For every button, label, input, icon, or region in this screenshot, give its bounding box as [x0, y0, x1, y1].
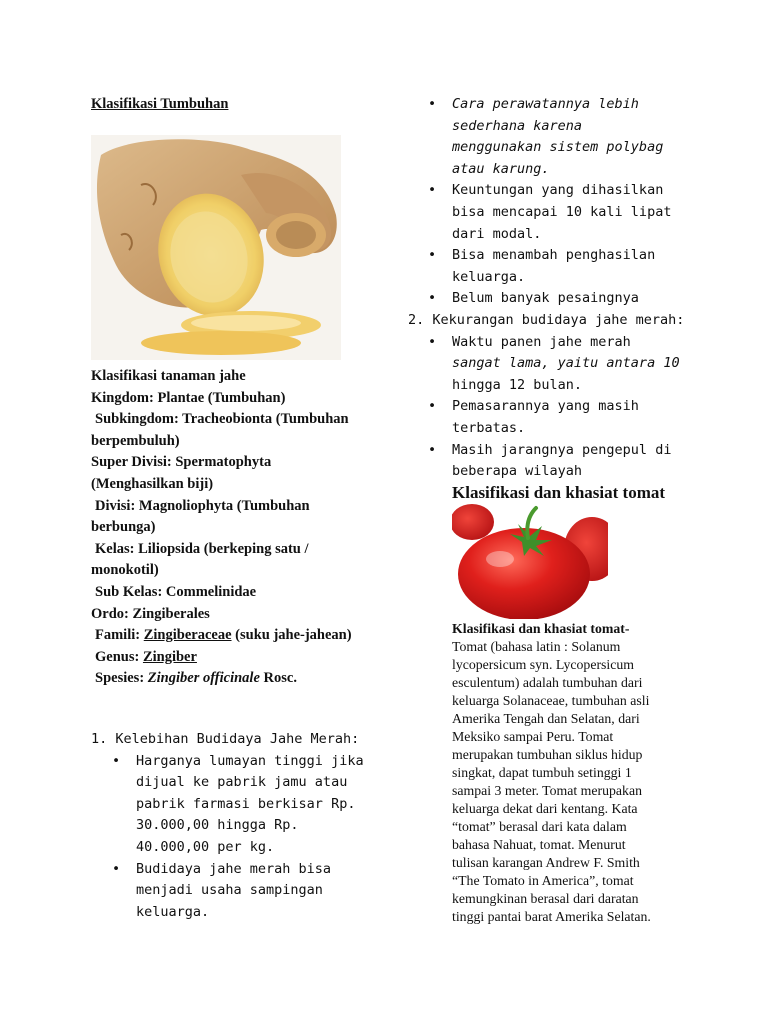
right-lists [408, 94, 688, 483]
spesies-label: Spesies: [95, 670, 148, 687]
item-line: beberapa wilayah [452, 463, 583, 480]
list-item [428, 332, 688, 397]
paragraph-line: “tomat” berasal dari kata dalam [452, 819, 627, 834]
item-line: terbatas. [452, 419, 526, 436]
subkingdom-line-cont: berpembuluh) [91, 432, 180, 449]
divisi-line-cont: berbunga) [91, 519, 156, 536]
kelas-line-cont: monokotil) [91, 562, 159, 579]
tomato-image [452, 504, 608, 619]
paragraph-line: esculentum) adalah tumbuhan dari [452, 675, 643, 690]
bullet-icon: • [428, 182, 437, 199]
kelebihan-heading [91, 729, 381, 751]
item-line: hingga 12 bulan. [452, 376, 583, 393]
bullet-icon: • [428, 290, 437, 307]
item-line: Budidaya jahe merah bisa [136, 860, 332, 877]
ginger-illustration [91, 135, 341, 360]
item-line: 40.000,00 per kg. [136, 838, 275, 855]
list-item [428, 245, 688, 288]
list-number: 1. [91, 731, 116, 747]
list-item [428, 288, 688, 310]
subkelas-line: Sub Kelas: Commelinidae [95, 583, 257, 600]
paragraph-line: “The Tomato in America”, tomat [452, 873, 634, 888]
tomato-illustration [452, 504, 608, 619]
bullet-icon: • [428, 398, 437, 415]
list-number: 2. [408, 311, 433, 328]
bullet-icon: • [112, 752, 121, 769]
tomato-description [452, 620, 692, 926]
list-item [428, 94, 688, 180]
item-line: bisa mencapai 10 kali lipat [452, 203, 672, 220]
item-line: menjadi usaha sampingan [136, 882, 323, 899]
list-item [112, 859, 381, 924]
tomato-text-heading: Klasifikasi dan khasiat tomat- [452, 621, 630, 636]
bullet-icon: • [428, 333, 437, 350]
list-item [112, 751, 381, 859]
paragraph-line: sampai 3 meter. Tomat merupakan [452, 783, 642, 798]
paragraph-line: Amerika Tengah dan Selatan, dari [452, 711, 640, 726]
paragraph-line: Meksiko sampai Peru. Tomat [452, 729, 614, 744]
kelas-line: Kelas: Liliopsida (berkeping satu / [95, 540, 309, 557]
item-line: sangat lama, yaitu antara 10 [452, 355, 680, 372]
item-line: Bisa menambah penghasilan [452, 247, 656, 264]
ordo-line: Ordo: Zingiberales [91, 605, 210, 622]
subkingdom-line: Subkingdom: Tracheobionta (Tumbuhan [95, 411, 349, 428]
item-line: Masih jarangnya pengepul di [452, 441, 672, 458]
paragraph-line: Tomat (bahasa latin : Solanum [452, 639, 621, 654]
ginger-classification [91, 366, 381, 690]
kelebihan-list [91, 729, 381, 923]
famili-line [91, 625, 381, 647]
item-line: Cara perawatannya lebih [452, 96, 639, 112]
item-line: Pemasarannya yang masih [452, 398, 639, 415]
spesies-name: Zingiber officinale [147, 670, 260, 687]
paragraph-line: tulisan karangan Andrew F. Smith [452, 855, 640, 870]
item-line: pabrik farmasi berkisar Rp. [136, 795, 356, 812]
bullet-icon: • [112, 860, 121, 877]
famili-rest: (suku jahe-jahean) [231, 627, 352, 644]
ginger-image [91, 135, 341, 360]
kelebihan-title: Kelebihan Budidaya Jahe Merah: [115, 731, 360, 747]
list-item [428, 396, 688, 439]
item-line: Waktu panen jahe merah [452, 333, 631, 350]
kekurangan-title: Kekurangan budidaya jahe merah: [432, 311, 685, 328]
kingdom-line: Kingdom: Plantae (Tumbuhan) [91, 389, 286, 406]
paragraph-line: keluarga dekat dari kentang. Kata [452, 801, 638, 816]
section-heading: Klasifikasi Tumbuhan [91, 96, 229, 112]
paragraph-line: lycopersicum syn. Lycopersicum [452, 657, 635, 672]
item-line: menggunakan sistem polybag [452, 139, 664, 156]
spesies-rest: Rosc. [259, 670, 297, 687]
superdivisi-line: Super Divisi: Spermatophyta [91, 454, 272, 471]
famili-label: Famili: [95, 627, 144, 644]
item-line: keluarga. [452, 268, 526, 285]
bullet-icon: • [428, 96, 437, 112]
genus-label: Genus: [95, 648, 143, 665]
item-line: 30.000,00 hingga Rp. [136, 817, 299, 834]
bullet-icon: • [428, 247, 437, 264]
item-line: atau karung. [452, 160, 550, 177]
item-line: dijual ke pabrik jamu atau [136, 774, 348, 791]
genus-link[interactable]: Zingiber [142, 648, 197, 665]
kekurangan-heading [408, 310, 688, 332]
paragraph-line: tinggi pantai barat Amerika Selatan. [452, 909, 651, 924]
paragraph-line: merupakan tumbuhan siklus hidup [452, 747, 643, 762]
item-line: Keuntungan yang dihasilkan [452, 182, 664, 199]
item-line: Harganya lumayan tinggi jika [136, 752, 364, 769]
list-item [428, 440, 688, 483]
paragraph-line: bahasa Nahuat, tomat. Menurut [452, 837, 626, 852]
list-item [428, 180, 688, 245]
tomato-heading: Klasifikasi dan khasiat tomat [452, 483, 666, 502]
paragraph-line: keluarga Solanaceae, tumbuhan asli [452, 693, 650, 708]
superdivisi-line-cont: (Menghasilkan biji) [91, 475, 214, 492]
item-line: keluarga. [136, 903, 210, 920]
item-line: Belum banyak pesaingnya [452, 290, 639, 307]
bullet-icon: • [428, 441, 437, 458]
famili-link[interactable]: Zingiberaceae [143, 627, 232, 644]
spesies-line [91, 668, 381, 690]
paragraph-line: singkat, dapat tumbuh setinggi 1 [452, 765, 632, 780]
item-line: dari modal. [452, 225, 542, 242]
divisi-line: Divisi: Magnoliophyta (Tumbuhan [95, 497, 310, 514]
classification-title: Klasifikasi tanaman jahe [91, 368, 246, 384]
item-line: sederhana karena [452, 117, 583, 134]
genus-line [91, 647, 381, 669]
paragraph-line: kemungkinan berasal dari daratan [452, 891, 639, 906]
